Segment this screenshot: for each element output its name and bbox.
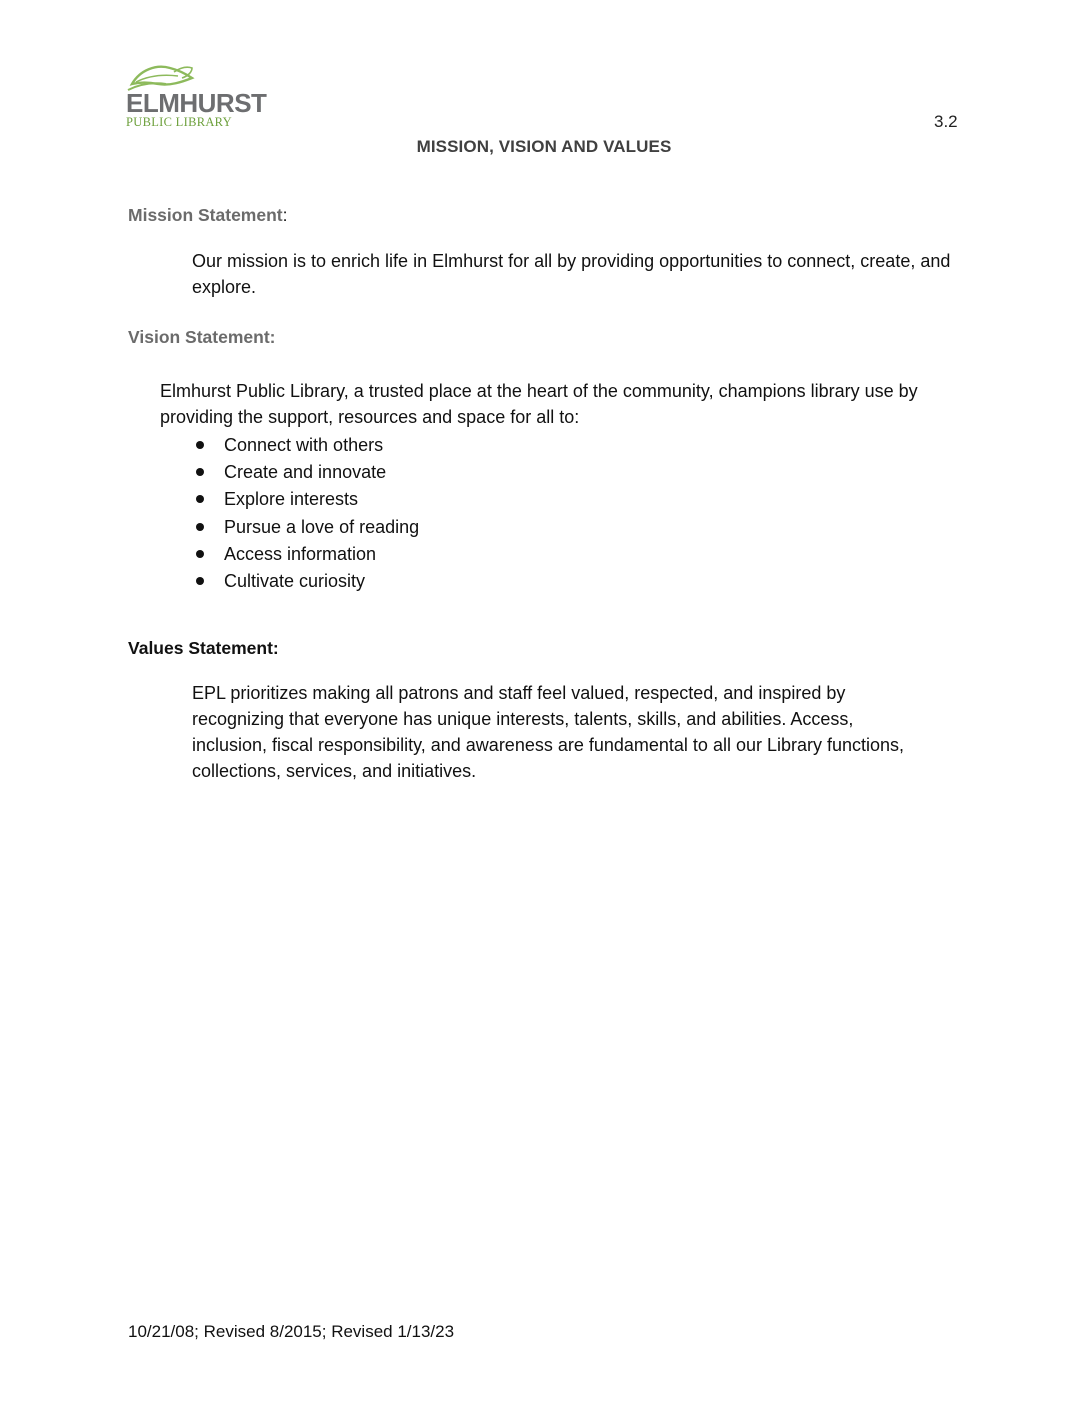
page-number: 3.2 bbox=[934, 112, 958, 131]
library-logo bbox=[126, 62, 276, 132]
list-item-text: Pursue a love of reading bbox=[224, 516, 420, 537]
bullet-icon bbox=[196, 468, 204, 476]
bullet-icon bbox=[196, 550, 204, 558]
bullet-icon bbox=[196, 495, 204, 503]
mission-heading bbox=[128, 205, 288, 226]
logo-subtitle: PUBLIC LIBRARY bbox=[126, 115, 232, 129]
list-item-text: Create and innovate bbox=[224, 462, 387, 483]
mission-heading-label: Mission Statement bbox=[128, 205, 283, 225]
values-heading: Values Statement: bbox=[128, 638, 279, 658]
vision-intro: Elmhurst Public Library, a trusted place at the heart of the community, champions library use by providing the support, resources and space for all to: bbox=[160, 381, 918, 427]
vision-heading: Vision Statement: bbox=[128, 327, 276, 347]
list-item-text: Connect with others bbox=[224, 435, 384, 455]
document-title: MISSION, VISION AND VALUES bbox=[416, 137, 672, 156]
values-text: EPL prioritizes making all patrons and staff feel valued, respected, and inspired by recognizing that everyone has unique interests, talents, skills, and abilities. Access, inclusion, fiscal responsibility, and awareness are fundamental to all our Library functions, collections, services, and initiatives. bbox=[192, 683, 905, 781]
list-item-text: Explore interests bbox=[224, 489, 359, 510]
bullet-icon bbox=[196, 577, 204, 585]
bullet-icon bbox=[196, 441, 204, 449]
mission-text: Our mission is to enrich life in Elmhurst for all by providing opportunities to connect, create, and explore. bbox=[192, 251, 951, 297]
logo-name: ELMHURST bbox=[126, 88, 267, 118]
mission-heading-colon: : bbox=[282, 205, 288, 225]
leaf-logo-icon bbox=[126, 62, 276, 132]
revision-footer: 10/21/08; Revised 8/2015; Revised 1/13/23 bbox=[128, 1322, 455, 1341]
list-item-text: Access information bbox=[224, 543, 377, 564]
bullet-icon bbox=[196, 523, 204, 531]
list-item-text: Cultivate curiosity bbox=[224, 570, 366, 591]
